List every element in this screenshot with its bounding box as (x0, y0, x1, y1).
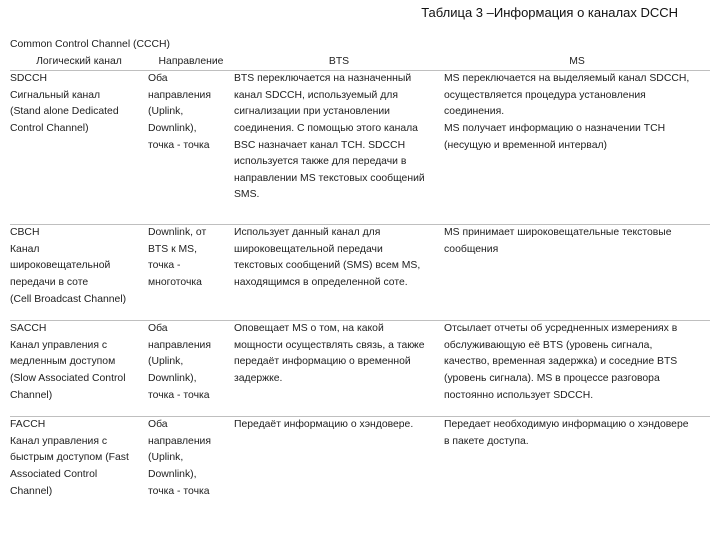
cell-line: сигнализации при установлении (234, 106, 390, 118)
cell-line: точка - точка (148, 485, 210, 497)
cell-line: медленным доступом (10, 356, 116, 368)
dcch-channel-table (10, 37, 710, 515)
cell-line: BTS к MS, (148, 243, 198, 255)
cell-line: Downlink), (148, 122, 197, 134)
section-title: Common Control Channel (CCCH) (10, 39, 170, 50)
cell-line: MS принимает широковещательные текстовые (444, 227, 672, 239)
cell-line: Channel) (10, 485, 53, 497)
cell-line: SACCH (10, 323, 47, 335)
cell-line: (Cell Broadcast Channel) (10, 293, 127, 305)
table-row (10, 71, 710, 225)
section-header-row (10, 37, 710, 54)
cell-line: задержке. (234, 372, 283, 384)
cell-line: (Uplink, (148, 452, 184, 464)
cell-line: (Stand alone Dedicated (10, 106, 119, 118)
table-row (10, 417, 710, 516)
cell-line: точка - (148, 260, 181, 272)
cell-line: в пакете доступа. (444, 435, 529, 447)
cell-line: передачи в соте (10, 276, 89, 288)
cell-line: Передаёт информацию о хэндовере. (234, 419, 414, 431)
cell-line: Использует данный канал для (234, 227, 381, 239)
cell-line: Associated Control (10, 468, 98, 480)
column-header-row (10, 54, 710, 71)
direction-cell (148, 225, 234, 321)
ms-cell (444, 321, 710, 417)
cell-line: Передает необходимую информацию о хэндовере (444, 419, 689, 431)
direction-cell (148, 71, 234, 225)
cell-line: Отсылает отчеты об усредненных измерениях в (444, 323, 678, 335)
direction-cell (148, 321, 234, 417)
cell-line: соединения. (444, 106, 505, 118)
channel-cell (10, 321, 148, 417)
cell-line: Downlink, от (148, 227, 207, 239)
cell-line: Канал управления с (10, 435, 108, 447)
bts-cell (234, 225, 444, 321)
channel-cell (10, 225, 148, 321)
cell-line: Downlink), (148, 468, 197, 480)
bts-cell (234, 321, 444, 417)
cell-line: осуществляется процедура установления (444, 89, 646, 101)
cell-line: точка - точка (148, 389, 210, 401)
cell-line: Control Channel) (10, 122, 89, 134)
column-header-direction: Направление (148, 54, 234, 71)
cell-line: Сигнальный канал (10, 89, 101, 101)
cell-line: широковещательной передачи (234, 243, 383, 255)
cell-line: MS переключается на выделяемый канал SDCCH, (444, 73, 690, 85)
cell-line: широковещательной (10, 260, 111, 272)
bts-cell (234, 417, 444, 516)
cell-line: направления (148, 435, 211, 447)
cell-line: соединения. С помощью этого канала (234, 122, 418, 134)
cell-line: MS получает информацию о назначении TCH (444, 122, 666, 134)
cell-line: (Slow Associated Control (10, 372, 126, 384)
direction-cell (148, 417, 234, 516)
cell-line: SDCCH (10, 73, 47, 85)
table-row (10, 225, 710, 321)
cell-line: Оба (148, 419, 168, 431)
cell-line: обслуживающую её BTS (уровень сигнала, (444, 339, 653, 351)
cell-line: находящимся в определенной соте. (234, 276, 408, 288)
cell-line: постоянно использует SDCCH. (444, 389, 594, 401)
cell-line: передаёт информацию о временной (234, 356, 411, 368)
bts-cell (234, 71, 444, 225)
cell-line: (Uplink, (148, 356, 184, 368)
table-caption: Таблица 3 –Информация о каналах DCCH (421, 5, 678, 20)
cell-line: направлении MS текстовых сообщений (234, 172, 425, 184)
cell-line: CBCH (10, 227, 40, 239)
cell-line: Канал (10, 243, 40, 255)
cell-line: FACCH (10, 419, 46, 431)
table-row (10, 321, 710, 417)
cell-line: мощности осуществлять связь, а также (234, 339, 425, 351)
channel-cell (10, 71, 148, 225)
column-header-ms: MS (444, 54, 710, 71)
cell-line: текстовых сообщений (SMS) всем MS, (234, 260, 421, 272)
cell-line: Оповещает MS о том, на какой (234, 323, 384, 335)
ms-cell (444, 71, 710, 225)
cell-line: используется также для передачи в (234, 156, 407, 168)
cell-line: SMS. (234, 189, 260, 201)
cell-line: направления (148, 339, 211, 351)
cell-line: Оба (148, 323, 168, 335)
column-header-bts: BTS (234, 54, 444, 71)
channel-cell (10, 417, 148, 516)
cell-line: сообщения (444, 243, 499, 255)
ms-cell (444, 225, 710, 321)
cell-line: Оба (148, 73, 168, 85)
cell-line: быстрым доступом (Fast (10, 452, 129, 464)
cell-line: BTS переключается на назначенный (234, 73, 412, 85)
cell-line: Канал управления с (10, 339, 108, 351)
cell-line: канал SDCCH, используемый для (234, 89, 398, 101)
cell-line: (несущую и временной интервал) (444, 139, 607, 151)
cell-line: (Uplink, (148, 106, 184, 118)
cell-line: BSC назначает канал TCH. SDCCH (234, 139, 406, 151)
cell-line: точка - точка (148, 139, 210, 151)
cell-line: (уровень сигнала). MS в процессе разговора (444, 372, 660, 384)
ms-cell (444, 417, 710, 516)
cell-line: Downlink), (148, 372, 197, 384)
cell-line: Channel) (10, 389, 53, 401)
cell-line: качество, временная задержка) и соседние BTS (444, 356, 678, 368)
column-header-channel: Логический канал (10, 54, 148, 71)
cell-line: многоточка (148, 276, 202, 288)
cell-line: направления (148, 89, 211, 101)
